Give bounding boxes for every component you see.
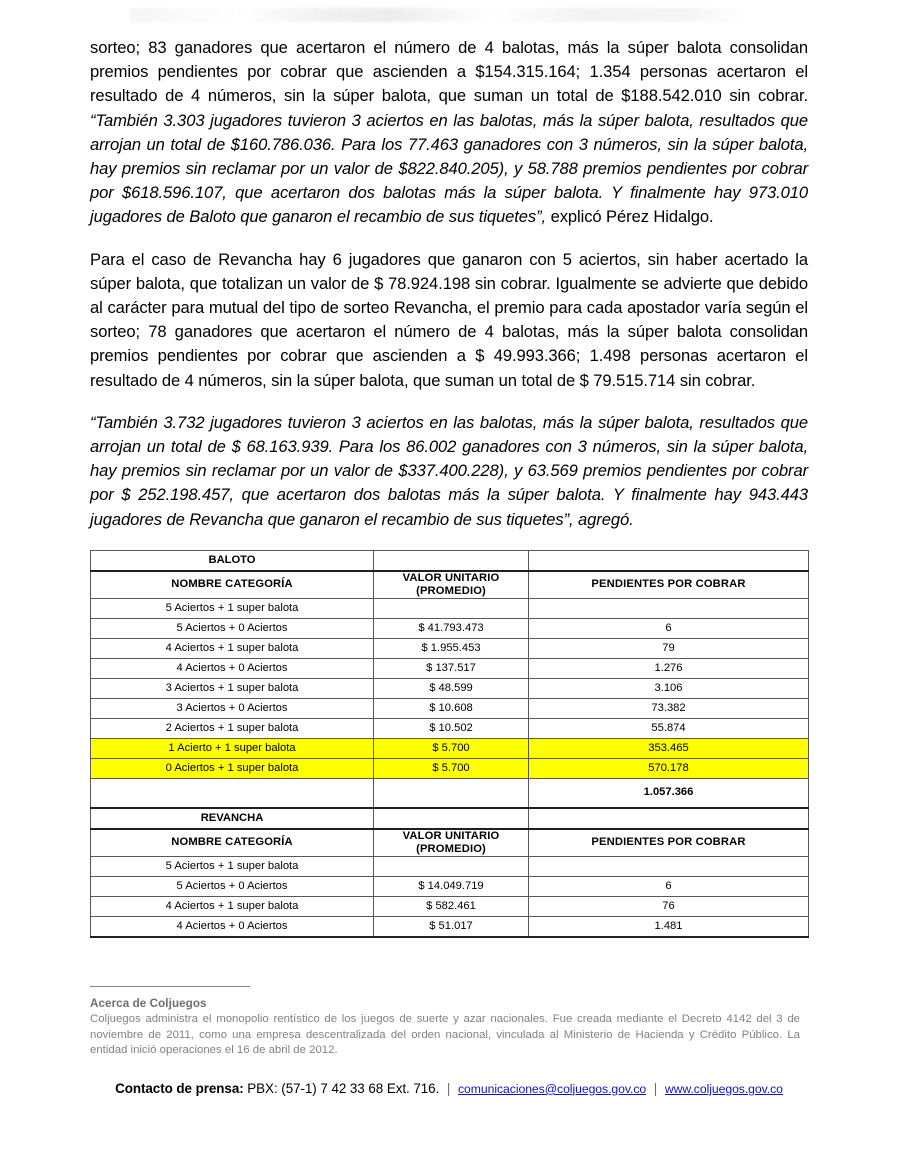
cell-unit-value: $ 48.599 (374, 678, 529, 698)
baloto-total-pending: 1.057.366 (529, 778, 809, 808)
cell-category: 2 Aciertos + 1 super balota (91, 718, 374, 738)
cell-pending (529, 598, 809, 618)
paragraph-3 (90, 411, 808, 532)
baloto-total-blank-1 (91, 778, 374, 808)
cell-category: 4 Aciertos + 1 super balota (91, 638, 374, 658)
column-header-unit-value-line2: (PROMEDIO) (416, 584, 486, 597)
paragraph-1 (90, 36, 808, 230)
table-row (91, 856, 809, 876)
cell-unit-value: $ 51.017 (374, 916, 529, 937)
contact-separator-2: | (653, 1080, 658, 1096)
column-header-unit-value-line1: VALOR UNITARIO (402, 571, 500, 584)
table-row (91, 598, 809, 618)
cell-category: 4 Aciertos + 0 Aciertos (91, 916, 374, 937)
cell-unit-value: $ 137.517 (374, 658, 529, 678)
cell-category: 3 Aciertos + 1 super balota (91, 678, 374, 698)
table-row (91, 698, 809, 718)
table-row (91, 678, 809, 698)
column-header-pending: PENDIENTES POR COBRAR (529, 571, 809, 599)
table-row (91, 876, 809, 896)
about-heading: Acerca de Coljuegos (90, 997, 207, 1010)
table-row (91, 638, 809, 658)
prizes-table-wrapper (90, 550, 808, 938)
cell-pending: 6 (529, 876, 809, 896)
column-header-unit-value (374, 571, 529, 599)
cell-unit-value: $ 5.700 (374, 758, 529, 778)
table-row (91, 658, 809, 678)
press-contact-line (90, 1081, 808, 1096)
cell-pending: 353.465 (529, 738, 809, 758)
cell-unit-value (374, 598, 529, 618)
baloto-title-spacer-2 (529, 550, 809, 571)
cell-category: 1 Acierto + 1 super balota (91, 738, 374, 758)
paragraph-2-run-1: Para el caso de Revancha hay 6 jugadores que ganaron con 5 aciertos, sin haber acertado la súper balota, que totalizan un valor de $ 78.924.198 sin cobrar. Igualmente se advierte que debido al carácter para mutual del tipo de sorteo Revancha, el premio para cada apostador varía según el sorteo; 78 ganadores que acertaron el número de 4 balotas, más la súper balota consolidan premios pendientes por cobrar que ascienden a $ 49.993.366; 1.498 personas acertaron el resultado de 4 números, sin la súper balota, que suman un total de $ 79.515.714 sin cobrar. (90, 249, 808, 390)
cell-pending (529, 856, 809, 876)
baloto-title-spacer-1 (374, 550, 529, 571)
cell-unit-value: $ 5.700 (374, 738, 529, 758)
page-footer (90, 986, 808, 1096)
column-header-unit-value-line2: (PROMEDIO) (416, 842, 486, 855)
column-header-pending: PENDIENTES POR COBRAR (529, 829, 809, 857)
cell-pending: 76 (529, 896, 809, 916)
contact-separator-1: | (446, 1080, 451, 1096)
table-row (91, 718, 809, 738)
cell-pending: 570.178 (529, 758, 809, 778)
cell-category: 5 Aciertos + 1 super balota (91, 598, 374, 618)
contact-email-link[interactable]: comunicaciones@coljuegos.gov.co (458, 1081, 647, 1096)
cell-pending: 55.874 (529, 718, 809, 738)
footnote-separator-rule (90, 986, 250, 987)
column-header-category: NOMBRE CATEGORÍA (91, 571, 374, 599)
cell-category: 0 Aciertos + 1 super balota (91, 758, 374, 778)
baloto-column-header-row (91, 571, 809, 599)
column-header-unit-value (374, 829, 529, 857)
prizes-table (90, 550, 809, 938)
baloto-section-title: BALOTO (91, 550, 374, 571)
cell-unit-value (374, 856, 529, 876)
cell-unit-value: $ 582.461 (374, 896, 529, 916)
column-header-unit-value-line1: VALOR UNITARIO (402, 829, 500, 842)
revancha-section-title: REVANCHA (91, 808, 374, 829)
cell-pending: 1.481 (529, 916, 809, 937)
paragraph-1-run-2: “También 3.303 jugadores tuvieron 3 aciertos en las balotas, más la súper balota, resultados que arrojan un total de $160.786.036. Para los 77.463 ganadores con 3 números, sin la súper balota, hay premios sin reclamar por un valor de $822.840.205), y 58.788 premios pendientes por cobrar por $618.596.107, que acertaron dos balotas más la súper balota. Y finalmente hay 973.010 jugadores de Baloto que ganaron el recambio de sus tiquetes”, (90, 110, 808, 227)
cell-pending: 6 (529, 618, 809, 638)
table-row (91, 618, 809, 638)
baloto-total-blank-2 (374, 778, 529, 808)
paragraph-1-run-1: sorteo; 83 ganadores que acertaron el número de 4 balotas, más la súper balota consolidan premios pendientes por cobrar que ascienden a $154.315.164; 1.354 personas acertaron el resultado de 4 números, sin la súper balota, que suman un total de $188.542.010 sin cobrar. (90, 38, 808, 106)
document-body (90, 36, 808, 938)
paragraph-3-run-1: “También 3.732 jugadores tuvieron 3 aciertos en las balotas, más la súper balota, resultados que arrojan un total de $ 68.163.939. Para los 86.002 ganadores con 3 números, sin la súper balota, hay premios sin reclamar por un valor de $337.400.228), y 63.569 premios pendientes por cobrar por $ 252.198.457, que acertaron dos balotas más la súper balota. Y finalmente hay 943.443 jugadores de Revancha que ganaron el recambio de sus tiquetes”, agregó. (90, 412, 808, 529)
cell-category: 3 Aciertos + 0 Aciertos (91, 698, 374, 718)
paragraph-2 (90, 248, 808, 393)
cell-unit-value: $ 10.502 (374, 718, 529, 738)
table-row-highlighted (91, 758, 809, 778)
revancha-title-row (91, 808, 809, 829)
cell-category: 4 Aciertos + 0 Aciertos (91, 658, 374, 678)
cell-category: 5 Aciertos + 0 Aciertos (91, 876, 374, 896)
cell-unit-value: $ 41.793.473 (374, 618, 529, 638)
revancha-column-header-row (91, 829, 809, 857)
cell-pending: 73.382 (529, 698, 809, 718)
cell-pending: 1.276 (529, 658, 809, 678)
faded-header-watermark (130, 8, 750, 22)
table-row (91, 896, 809, 916)
cell-pending: 79 (529, 638, 809, 658)
cell-category: 5 Aciertos + 1 super balota (91, 856, 374, 876)
cell-unit-value: $ 1.955.453 (374, 638, 529, 658)
about-description: Coljuegos administra el monopolio rentístico de los juegos de suerte y azar nacionales. Fue creada mediante el Decreto 4142 del 3 de noviembre de 2011, como una empresa descentralizada del orden nacional, vinculada al Ministerio de Hacienda y Crédito Público. La entidad inició operaciones el 16 de abril de 2012. (90, 1013, 800, 1057)
cell-unit-value: $ 14.049.719 (374, 876, 529, 896)
cell-pending: 3.106 (529, 678, 809, 698)
column-header-category: NOMBRE CATEGORÍA (91, 829, 374, 857)
contact-phone: PBX: (57-1) 7 42 33 68 Ext. 716. (247, 1080, 440, 1096)
paragraph-1-run-3: explicó Pérez Hidalgo. (550, 207, 714, 227)
revancha-title-spacer-1 (374, 808, 529, 829)
cell-category: 4 Aciertos + 1 super balota (91, 896, 374, 916)
table-row (91, 916, 809, 937)
revancha-title-spacer-2 (529, 808, 809, 829)
table-row-highlighted (91, 738, 809, 758)
baloto-title-row (91, 550, 809, 571)
cell-category: 5 Aciertos + 0 Aciertos (91, 618, 374, 638)
contact-website-link[interactable]: www.coljuegos.gov.co (664, 1081, 783, 1096)
baloto-total-row (91, 778, 809, 808)
cell-unit-value: $ 10.608 (374, 698, 529, 718)
contact-label: Contacto de prensa: (115, 1080, 244, 1096)
